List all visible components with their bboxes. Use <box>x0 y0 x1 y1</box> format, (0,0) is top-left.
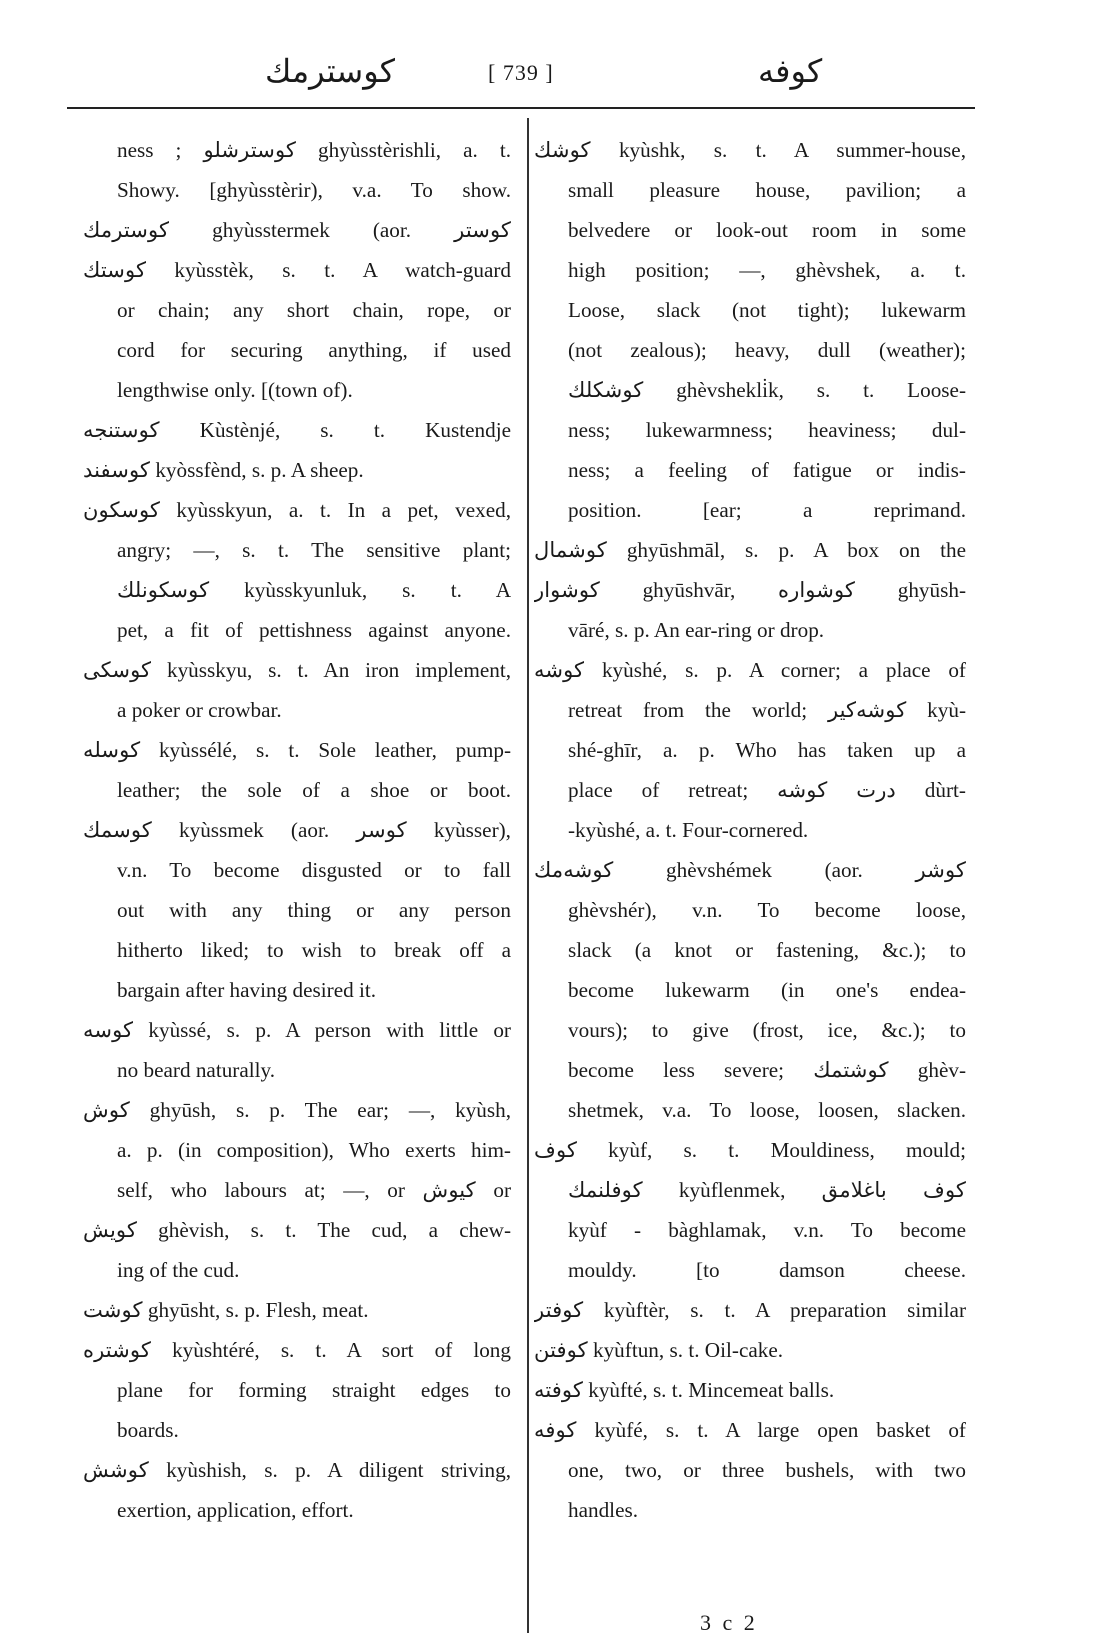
entry-line: کوستك kyùsstèk, s. t. A watch-guard <box>83 258 511 282</box>
entry-line: کوشش kyùshish, s. p. A diligent striving, <box>83 1458 511 1482</box>
entry-line: small pleasure house, pavilion; a <box>568 178 966 202</box>
entry-line: kyùf - bàghlamak, v.n. To become <box>568 1218 966 1242</box>
entry-line: one, two, or three bushels, with two <box>568 1458 966 1482</box>
entry-line: کوسترمك ghyùsstermek (aor. کوستر <box>83 218 511 242</box>
entry-line: place of retreat; درت کوشه dùrt- <box>568 778 966 802</box>
page-header <box>70 52 970 92</box>
right-column <box>534 130 966 1530</box>
entry-line: کوفته kyùfté, s. t. Mincemeat balls. <box>534 1378 835 1402</box>
entry-line: shetmek, v.a. To loose, loosen, slacken. <box>568 1098 966 1122</box>
entry-line: کوستنجه Kùstènjé, s. t. Kustendje <box>83 418 511 442</box>
entry-line: cord for securing anything, if used <box>117 338 511 362</box>
entry-line: کوسکی kyùsskyu, s. t. An iron implement, <box>83 658 511 682</box>
entry-line: slack (a knot or fastening, &c.); to <box>568 938 966 962</box>
entry-line: کوشه kyùshé, s. p. A corner; a place of <box>534 658 966 682</box>
entry-line: out with any thing or any person <box>117 898 511 922</box>
entry-line: a poker or crowbar. <box>117 698 282 722</box>
entry-line: lengthwise only. [(town of). <box>117 378 353 402</box>
entry-line: ness; a feeling of fatigue or indis- <box>568 458 966 482</box>
entry-line: ghèvshér), v.n. To become loose, <box>568 898 966 922</box>
entry-line: کوشت ghyūsht, s. p. Flesh, meat. <box>83 1298 369 1322</box>
entry-line: کوسمك kyùssmek (aor. کوسر kyùsser), <box>83 818 511 842</box>
entry-line: exertion, application, effort. <box>117 1498 354 1522</box>
entry-line: کوشکلك ghèvshekli̇k, s. t. Loose- <box>568 378 966 402</box>
entry-line: shé-ghīr, a. p. Who has taken up a <box>568 738 966 762</box>
entry-line: leather; the sole of a shoe or boot. <box>117 778 511 802</box>
entry-line: (not zealous); heavy, dull (weather); <box>568 338 966 362</box>
right-running-head: کوفه <box>758 53 823 89</box>
entry-line: pet, a fit of pettishness against anyone. <box>117 618 511 642</box>
entry-line: کوفه kyùfé, s. t. A large open basket of <box>534 1418 966 1442</box>
left-column <box>83 130 511 1530</box>
entry-line: boards. <box>117 1418 179 1442</box>
entry-line: high position; —, ghèvshek, a. t. <box>568 258 966 282</box>
entry-line: a. p. (in composition), Who exerts him- <box>117 1138 511 1162</box>
entry-line: کوسه kyùssé, s. p. A person with little or <box>83 1018 511 1042</box>
entry-line: become less severe; کوشتمك ghèv- <box>568 1058 966 1082</box>
entry-line: -kyùshé, a. t. Four-cornered. <box>568 818 809 842</box>
signature-mark: 3 c 2 <box>700 1610 758 1635</box>
entry-line: ing of the cud. <box>117 1258 240 1282</box>
entry-line: کوفلنمك kyùflenmek, کوف باغلامق <box>568 1178 966 1202</box>
column-divider <box>527 118 529 1633</box>
entry-line: or chain; any short chain, rope, or <box>117 298 511 322</box>
left-running-head: کوسترمك <box>265 53 395 89</box>
entry-line: become lukewarm (in one's endea- <box>568 978 966 1002</box>
entry-line: کوشتره kyùshtéré, s. t. A sort of long <box>83 1338 511 1362</box>
entry-line: mouldy. [to damson cheese. <box>568 1258 966 1282</box>
header-rule <box>67 107 975 109</box>
entry-line: v.n. To become disgusted or to fall <box>117 858 511 882</box>
entry-line: bargain after having desired it. <box>117 978 377 1002</box>
entry-line: retreat from the world; کوشه‌کیر kyù- <box>568 698 966 722</box>
entry-line: belvedere or look-out room in some <box>568 218 966 242</box>
entry-line: کوسکونلك kyùsskyunluk, s. t. A <box>117 578 511 602</box>
entry-line: کوسله kyùssélé, s. t. Sole leather, pump- <box>83 738 511 762</box>
entry-line: کوف kyùf, s. t. Mouldiness, mould; <box>534 1138 966 1162</box>
entry-line: self, who labours at; —, or کیوش or <box>117 1178 511 1202</box>
entry-line: کوشه‌مك ghèvshémek (aor. کوشر <box>534 858 966 882</box>
entry-line: Loose, slack (not tight); lukewarm <box>568 298 966 322</box>
entry-line: کوش ghyūsh, s. p. The ear; —, kyùsh, <box>83 1098 511 1122</box>
entry-line: handles. <box>568 1498 639 1522</box>
entry-line: plane for forming straight edges to <box>117 1378 511 1402</box>
entry-line: angry; —, s. t. The sensitive plant; <box>117 538 511 562</box>
entry-line: کوفتر kyùftèr, s. t. A preparation similar <box>534 1298 966 1322</box>
entry-line: کوسفند kyòssfènd, s. p. A sheep. <box>83 458 364 482</box>
entry-line: کوشوار ghyūshvār, کوشواره ghyūsh- <box>534 578 966 602</box>
entry-line: کوفتن kyùftun, s. t. Oil-cake. <box>534 1338 784 1362</box>
entry-line: کویش ghèvish, s. t. The cud, a chew- <box>83 1218 511 1242</box>
entry-line: کوشمال ghyūshmāl, s. p. A box on the <box>534 538 966 562</box>
entry-line: کوسکون kyùsskyun, a. t. In a pet, vexed, <box>83 498 511 522</box>
entry-line: ness; lukewarmness; heaviness; dul- <box>568 418 966 442</box>
entry-line: کوشك kyùshk, s. t. A summer-house, <box>534 138 966 162</box>
entry-line: position. [ear; a reprimand. <box>568 498 966 522</box>
entry-line: no beard naturally. <box>117 1058 276 1082</box>
page-number: [ 739 ] <box>488 60 554 85</box>
entry-line: ness ; کوسترشلو ghyùsstèrishli, a. t. <box>117 138 511 162</box>
entry-line: Showy. [ghyùsstèrir), v.a. To show. <box>117 178 511 202</box>
entry-line: hitherto liked; to wish to break off a <box>117 938 511 962</box>
entry-line: vāré, s. p. An ear-ring or drop. <box>568 618 825 642</box>
entry-line: vours); to give (frost, ice, &c.); to <box>568 1018 966 1042</box>
